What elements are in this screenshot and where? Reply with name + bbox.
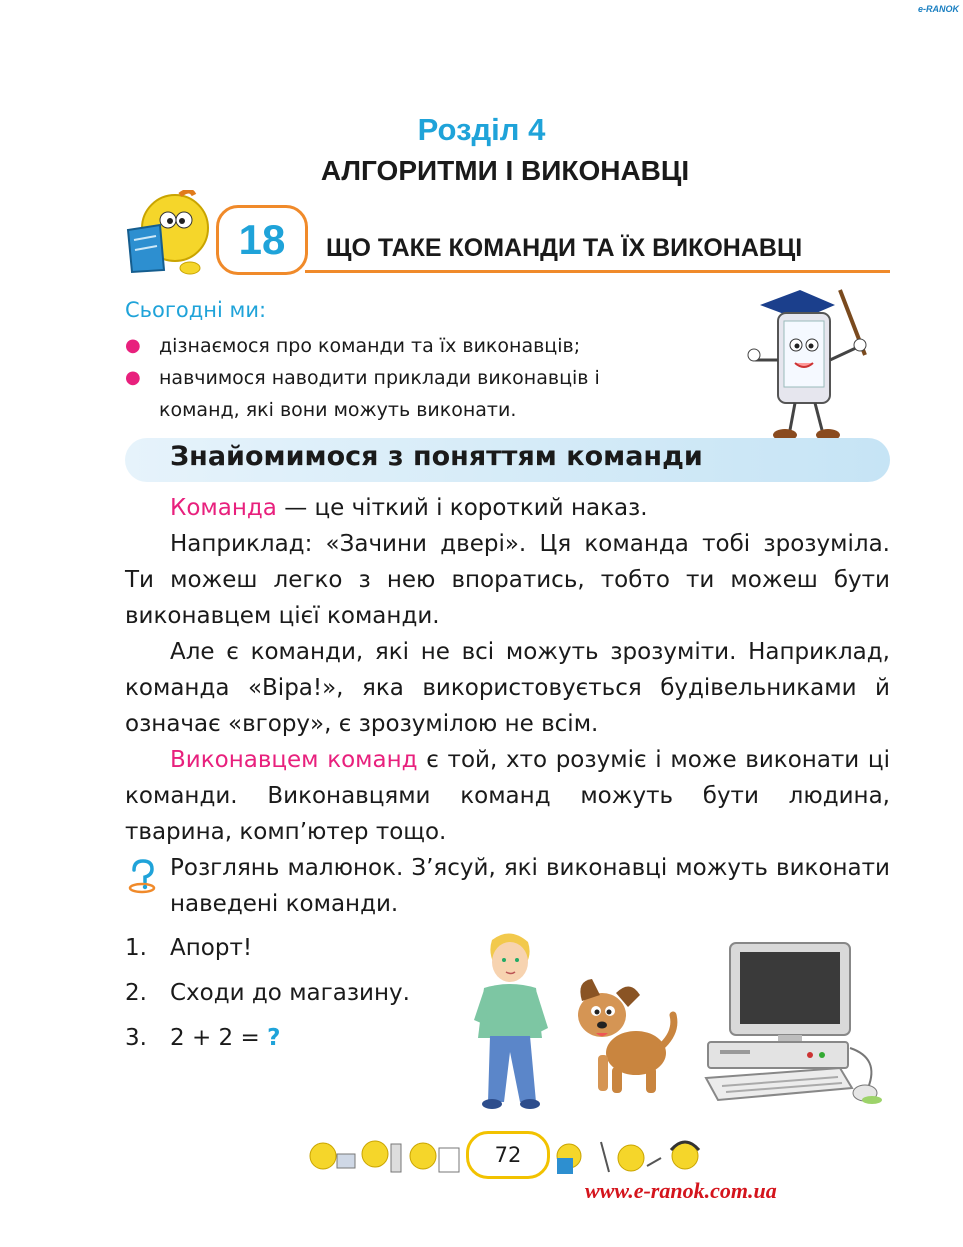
question-mark: ? — [267, 1025, 281, 1051]
boy-illustration — [462, 930, 557, 1110]
list-item: ● навчимося наводити приклади виконавців і команд, які вони можуть виконати. — [125, 362, 685, 426]
question-icon — [124, 858, 160, 894]
paragraph: Команда — це чіткий і короткий наказ. — [170, 495, 648, 521]
lesson-number-badge: 18 — [216, 205, 308, 275]
bullet-icon: ● — [125, 367, 141, 388]
list-item: 1. Апорт! — [125, 935, 253, 961]
publisher-logo: e-RANOK — [918, 4, 960, 14]
lesson-title: ЩО ТАКЕ КОМАНДИ ТА ЇХ ВИКОНАВЦІ — [326, 234, 803, 262]
lesson-title-underline — [305, 270, 890, 273]
reading-mascot-illustration — [120, 190, 220, 278]
section-number: Розділ 4 — [417, 112, 546, 147]
list-item: ● дізнаємося про команди та їх виконавців; — [125, 330, 685, 362]
question-text: Розглянь малюнок. З’ясуй, які виконавці можуть виконати наведені команди. — [170, 855, 890, 917]
paragraph: Наприклад: «Зачини двері». Ця команда тобі зрозуміла. Ти можеш легко з нею впоратись, тобто ти можеш бути виконавцем цієї команди. — [125, 531, 890, 629]
bullet-icon: ● — [125, 335, 141, 356]
list-item: 2. Сходи до магазину. — [125, 980, 410, 1006]
term-command: Команда — [170, 495, 277, 521]
main-text — [125, 490, 890, 850]
page-number: 72 — [466, 1131, 550, 1179]
goals-list — [125, 330, 685, 426]
footer-mascots-left — [305, 1130, 465, 1180]
footer-mascots-right — [555, 1130, 705, 1180]
dog-illustration — [568, 975, 678, 1100]
list-item: 3. 2 + 2 = ? — [125, 1025, 281, 1051]
computer-illustration — [700, 938, 888, 1110]
tablet-teacher-illustration — [740, 285, 880, 445]
paragraph: Виконавцем команд є той, хто розуміє і може виконати ці команди. Виконавцями команд можуть бути людина, тварина, комп’ютер тощо. — [125, 747, 890, 845]
term-executor: Виконавцем команд — [170, 747, 418, 773]
site-url: www.e-ranok.com.ua — [585, 1178, 777, 1203]
paragraph: Але є команди, які не всі можуть зрозуміти. Наприклад, команда «Віра!», яка використовується будівельниками й означає «вгору», є зрозумілою не всім. — [125, 639, 890, 737]
commands-list — [125, 926, 410, 1061]
section-title: АЛГОРИТМИ І ВИКОНАВЦІ — [320, 155, 690, 186]
subheading: Знайомимося з поняттям команди — [170, 441, 703, 472]
goals-heading: Сьогодні ми: — [125, 298, 267, 322]
